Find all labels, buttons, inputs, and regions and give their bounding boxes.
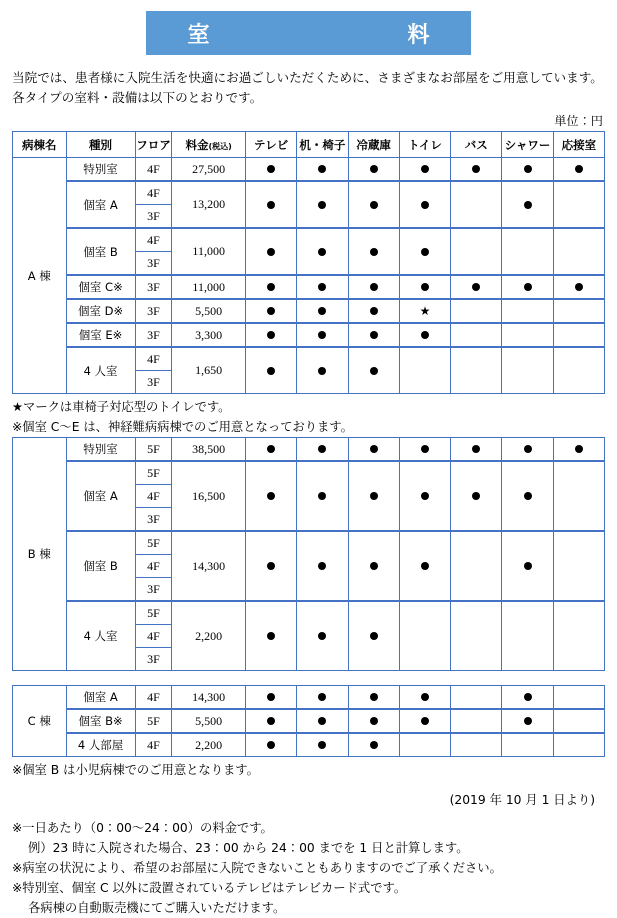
amenity-cell-6 xyxy=(553,347,604,394)
amenity-cell-6 xyxy=(553,438,604,462)
amenity-cell-0 xyxy=(245,709,296,733)
amenity-cell-4 xyxy=(451,733,502,757)
available-dot-icon xyxy=(370,741,378,749)
wing-name-cell: C 棟 xyxy=(13,686,67,757)
price-cell: 11,000 xyxy=(172,275,246,299)
amenity-cell-0 xyxy=(245,733,296,757)
amenity-cell-3 xyxy=(399,228,450,275)
amenity-cell-2 xyxy=(348,733,399,757)
table-row xyxy=(13,228,605,252)
available-dot-icon xyxy=(524,165,532,173)
amenity-cell-1 xyxy=(297,709,348,733)
amenity-cell-3 xyxy=(399,531,450,601)
available-dot-icon xyxy=(267,367,275,375)
floor-cell: 4F xyxy=(135,625,172,648)
amenity-cell-2 xyxy=(348,531,399,601)
footer-note-3: ※病室の状況により、希望のお部屋に入院できないこともありますのでご了承ください。 xyxy=(12,861,502,875)
amenity-cell-4 xyxy=(451,531,502,601)
price-cell: 3,300 xyxy=(172,323,246,347)
room-type-cell: 特別室 xyxy=(66,158,135,182)
available-dot-icon xyxy=(472,492,480,500)
amenity-cell-2 xyxy=(348,158,399,182)
floor-cell: 3F xyxy=(135,371,172,394)
amenity-cell-1 xyxy=(297,347,348,394)
price-cell: 38,500 xyxy=(172,438,246,462)
wing-name-cell: A 棟 xyxy=(13,158,67,394)
available-dot-icon xyxy=(524,445,532,453)
amenity-cell-1 xyxy=(297,461,348,531)
amenity-cell-2 xyxy=(348,709,399,733)
table-body-wing-c xyxy=(13,686,605,757)
amenity-cell-0 xyxy=(245,228,296,275)
available-dot-icon xyxy=(267,717,275,725)
available-dot-icon xyxy=(370,693,378,701)
available-dot-icon xyxy=(524,492,532,500)
amenity-cell-2 xyxy=(348,181,399,228)
table-row xyxy=(13,347,605,371)
available-dot-icon xyxy=(318,248,326,256)
amenity-cell-0 xyxy=(245,299,296,323)
header-price xyxy=(172,132,246,158)
table-body-wing-b xyxy=(13,438,605,671)
available-dot-icon xyxy=(575,283,583,291)
available-dot-icon xyxy=(421,693,429,701)
available-dot-icon xyxy=(370,165,378,173)
available-dot-icon xyxy=(575,165,583,173)
floor-cell: 4F xyxy=(135,555,172,578)
available-dot-icon xyxy=(421,201,429,209)
amenity-cell-5 xyxy=(502,299,553,323)
available-dot-icon xyxy=(318,331,326,339)
available-dot-icon xyxy=(318,307,326,315)
amenity-cell-1 xyxy=(297,299,348,323)
floor-cell: 5F xyxy=(135,709,172,733)
available-dot-icon xyxy=(318,165,326,173)
header-amenity-shower: シャワー xyxy=(502,132,553,158)
amenity-cell-4 xyxy=(451,686,502,710)
header-amenity-tv: テレビ xyxy=(245,132,296,158)
header-amenity-toilet: トイレ xyxy=(399,132,450,158)
header-amenity-fridge: 冷蔵庫 xyxy=(348,132,399,158)
available-dot-icon xyxy=(370,445,378,453)
table-row xyxy=(13,323,605,347)
amenity-cell-3 xyxy=(399,323,450,347)
room-type-cell: 個室 B※ xyxy=(66,709,135,733)
amenity-cell-4 xyxy=(451,228,502,275)
table-row xyxy=(13,461,605,485)
table-row xyxy=(13,601,605,625)
header-price-sub: (税込) xyxy=(208,141,232,151)
intro-line-1: 当院では、患者様に入院生活を快適にお過ごしいただくために、さまざまなお部屋をご用意しています。 xyxy=(12,70,603,85)
price-cell: 2,200 xyxy=(172,601,246,671)
amenity-cell-3 xyxy=(399,347,450,394)
amenity-cell-5 xyxy=(502,228,553,275)
amenity-cell-1 xyxy=(297,686,348,710)
amenity-cell-6 xyxy=(553,228,604,275)
amenity-cell-5 xyxy=(502,461,553,531)
amenity-cell-1 xyxy=(297,438,348,462)
floor-cell: 3F xyxy=(135,323,172,347)
available-dot-icon xyxy=(472,445,480,453)
footer-note-2: 例）23 時に入院された場合、23：00 から 24：00 までを 1 日と計算します。 xyxy=(28,841,469,855)
floor-cell: 5F xyxy=(135,461,172,485)
amenity-cell-6 xyxy=(553,531,604,601)
available-dot-icon xyxy=(421,165,429,173)
available-dot-icon xyxy=(421,283,429,291)
rate-table-wing-b xyxy=(12,437,605,671)
floor-cell: 3F xyxy=(135,648,172,671)
available-dot-icon xyxy=(318,717,326,725)
available-dot-icon xyxy=(370,307,378,315)
floor-cell: 3F xyxy=(135,205,172,229)
table-body-wing-a xyxy=(13,158,605,394)
floor-cell: 4F xyxy=(135,158,172,182)
available-dot-icon xyxy=(318,562,326,570)
available-dot-icon xyxy=(421,562,429,570)
spacer-b-c xyxy=(12,671,605,685)
available-dot-icon xyxy=(421,331,429,339)
available-dot-icon xyxy=(524,693,532,701)
amenity-cell-0 xyxy=(245,181,296,228)
footer-note-5: 各病棟の自動販売機にてご購入いただけます。 xyxy=(28,901,286,915)
page-title: 室 料 xyxy=(146,11,471,55)
available-dot-icon xyxy=(421,248,429,256)
price-cell: 14,300 xyxy=(172,686,246,710)
available-dot-icon xyxy=(524,717,532,725)
available-dot-icon xyxy=(370,248,378,256)
table-header-row xyxy=(13,132,605,158)
amenity-cell-5 xyxy=(502,709,553,733)
amenity-cell-6 xyxy=(553,299,604,323)
available-dot-icon xyxy=(370,717,378,725)
price-cell: 5,500 xyxy=(172,709,246,733)
room-type-cell: 4 人部屋 xyxy=(66,733,135,757)
amenity-cell-1 xyxy=(297,275,348,299)
room-type-cell: 4 人室 xyxy=(66,601,135,671)
room-type-cell: 個室 A xyxy=(66,461,135,531)
intro-paragraph xyxy=(12,68,605,108)
table-header xyxy=(13,132,605,158)
room-type-cell: 個室 E※ xyxy=(66,323,135,347)
available-dot-icon xyxy=(318,741,326,749)
table-row xyxy=(13,181,605,205)
available-dot-icon xyxy=(318,445,326,453)
amenity-cell-1 xyxy=(297,323,348,347)
room-type-cell: 個室 B xyxy=(66,531,135,601)
amenity-cell-6 xyxy=(553,461,604,531)
amenity-cell-4 xyxy=(451,299,502,323)
amenity-cell-4 xyxy=(451,181,502,228)
rate-table-wing-c xyxy=(12,685,605,757)
available-dot-icon xyxy=(267,331,275,339)
amenity-cell-2 xyxy=(348,461,399,531)
note-after-table-c-wrap xyxy=(12,760,605,780)
available-dot-icon xyxy=(524,201,532,209)
amenity-cell-6 xyxy=(553,733,604,757)
amenity-cell-5 xyxy=(502,347,553,394)
note-kome-mark: ※個室 C～E は、神経難病病棟でのご用意となっております。 xyxy=(12,420,353,434)
amenity-cell-5 xyxy=(502,275,553,299)
header-floor: フロア xyxy=(135,132,172,158)
room-type-cell: 特別室 xyxy=(66,438,135,462)
table-row xyxy=(13,299,605,323)
floor-cell: 4F xyxy=(135,733,172,757)
note-after-table-c: ※個室 B は小児病棟でのご用意となります。 xyxy=(12,763,259,777)
amenity-cell-0 xyxy=(245,531,296,601)
table-row xyxy=(13,438,605,462)
amenity-cell-5 xyxy=(502,323,553,347)
amenity-cell-2 xyxy=(348,228,399,275)
available-dot-icon xyxy=(267,165,275,173)
available-dot-icon xyxy=(318,283,326,291)
available-dot-icon xyxy=(370,331,378,339)
amenity-cell-3 xyxy=(399,733,450,757)
available-dot-icon xyxy=(267,562,275,570)
amenity-cell-2 xyxy=(348,601,399,671)
amenity-cell-5 xyxy=(502,181,553,228)
available-dot-icon xyxy=(524,562,532,570)
available-dot-icon xyxy=(370,562,378,570)
amenity-cell-3 xyxy=(399,461,450,531)
table-row xyxy=(13,531,605,555)
room-type-cell: 個室 D※ xyxy=(66,299,135,323)
amenity-cell-0 xyxy=(245,158,296,182)
available-dot-icon xyxy=(575,445,583,453)
amenity-cell-4 xyxy=(451,158,502,182)
floor-cell: 3F xyxy=(135,578,172,602)
price-cell: 16,500 xyxy=(172,461,246,531)
available-dot-icon xyxy=(267,693,275,701)
mid-notes xyxy=(12,397,605,437)
amenity-cell-3 xyxy=(399,709,450,733)
available-dot-icon xyxy=(267,445,275,453)
effective-date: (2019 年 10 月 1 日より) xyxy=(449,793,595,807)
room-type-cell: 個室 B xyxy=(66,228,135,275)
amenity-cell-3 xyxy=(399,275,450,299)
unit-label: 単位：円 xyxy=(554,114,603,128)
rate-table-wing-a xyxy=(12,131,605,394)
price-cell: 11,000 xyxy=(172,228,246,275)
amenity-cell-0 xyxy=(245,275,296,299)
amenity-cell-1 xyxy=(297,601,348,671)
amenity-cell-2 xyxy=(348,323,399,347)
wheelchair-toilet-star-icon: ★ xyxy=(419,303,431,318)
intro-line-2: 各タイプの室料・設備は以下のとおりです。 xyxy=(12,90,263,105)
amenity-cell-6 xyxy=(553,275,604,299)
amenity-cell-0 xyxy=(245,461,296,531)
header-price-main: 料金 xyxy=(185,137,209,152)
available-dot-icon xyxy=(421,717,429,725)
amenity-cell-5 xyxy=(502,601,553,671)
header-amenity-bath: バス xyxy=(451,132,502,158)
room-type-cell: 個室 A xyxy=(66,686,135,710)
amenity-cell-4 xyxy=(451,323,502,347)
amenity-cell-6 xyxy=(553,181,604,228)
available-dot-icon xyxy=(370,492,378,500)
footer-note-1: ※一日あたり（0：00～24：00）の料金です。 xyxy=(12,821,273,835)
available-dot-icon xyxy=(370,201,378,209)
amenity-cell-1 xyxy=(297,228,348,275)
amenity-cell-1 xyxy=(297,158,348,182)
price-cell: 14,300 xyxy=(172,531,246,601)
price-cell: 1,650 xyxy=(172,347,246,394)
available-dot-icon xyxy=(318,492,326,500)
available-dot-icon xyxy=(267,283,275,291)
amenity-cell-4 xyxy=(451,275,502,299)
amenity-cell-4 xyxy=(451,601,502,671)
available-dot-icon xyxy=(318,693,326,701)
amenity-cell-0 xyxy=(245,347,296,394)
amenity-cell-3 xyxy=(399,181,450,228)
table-row xyxy=(13,158,605,182)
amenity-cell-6 xyxy=(553,709,604,733)
available-dot-icon xyxy=(370,632,378,640)
wing-name-cell: B 棟 xyxy=(13,438,67,671)
amenity-cell-1 xyxy=(297,733,348,757)
price-cell: 5,500 xyxy=(172,299,246,323)
available-dot-icon xyxy=(370,367,378,375)
amenity-cell-3 xyxy=(399,158,450,182)
available-dot-icon xyxy=(524,283,532,291)
amenity-cell-0 xyxy=(245,686,296,710)
available-dot-icon xyxy=(421,492,429,500)
amenity-cell-2 xyxy=(348,299,399,323)
header-type: 種別 xyxy=(66,132,135,158)
price-cell: 27,500 xyxy=(172,158,246,182)
amenity-cell-3 xyxy=(399,601,450,671)
amenity-cell-0 xyxy=(245,323,296,347)
amenity-cell-6 xyxy=(553,601,604,671)
available-dot-icon xyxy=(267,632,275,640)
amenity-cell-5 xyxy=(502,686,553,710)
available-dot-icon xyxy=(267,492,275,500)
available-dot-icon xyxy=(421,445,429,453)
amenity-cell-6 xyxy=(553,686,604,710)
table-row xyxy=(13,686,605,710)
amenity-cell-2 xyxy=(348,275,399,299)
price-cell: 2,200 xyxy=(172,733,246,757)
floor-cell: 4F xyxy=(135,228,172,252)
amenity-cell-1 xyxy=(297,531,348,601)
floor-cell: 4F xyxy=(135,181,172,205)
floor-cell: 5F xyxy=(135,438,172,462)
header-bldg: 病棟名 xyxy=(13,132,67,158)
amenity-cell-3 xyxy=(399,299,450,323)
available-dot-icon xyxy=(472,283,480,291)
table-row xyxy=(13,275,605,299)
floor-cell: 4F xyxy=(135,686,172,710)
amenity-cell-5 xyxy=(502,158,553,182)
floor-cell: 4F xyxy=(135,347,172,371)
amenity-cell-5 xyxy=(502,733,553,757)
table-row xyxy=(13,733,605,757)
amenity-cell-3 xyxy=(399,438,450,462)
floor-cell: 3F xyxy=(135,299,172,323)
floor-cell: 4F xyxy=(135,485,172,508)
floor-cell: 3F xyxy=(135,508,172,532)
available-dot-icon xyxy=(267,307,275,315)
room-type-cell: 4 人室 xyxy=(66,347,135,394)
floor-cell: 3F xyxy=(135,275,172,299)
room-type-cell: 個室 A xyxy=(66,181,135,228)
available-dot-icon xyxy=(267,248,275,256)
amenity-cell-5 xyxy=(502,531,553,601)
amenity-cell-0 xyxy=(245,601,296,671)
amenity-cell-5 xyxy=(502,438,553,462)
amenity-cell-6 xyxy=(553,323,604,347)
available-dot-icon xyxy=(318,201,326,209)
available-dot-icon xyxy=(267,201,275,209)
available-dot-icon xyxy=(370,283,378,291)
amenity-cell-2 xyxy=(348,438,399,462)
amenity-cell-2 xyxy=(348,347,399,394)
title-banner-wrap xyxy=(12,0,605,55)
amenity-cell-2 xyxy=(348,686,399,710)
amenity-cell-3 xyxy=(399,686,450,710)
floor-cell: 5F xyxy=(135,531,172,555)
footer-note-4: ※特別室、個室 C 以外に設置されているテレビはテレビカード式です。 xyxy=(12,881,407,895)
price-cell: 13,200 xyxy=(172,181,246,228)
floor-cell: 5F xyxy=(135,601,172,625)
available-dot-icon xyxy=(472,165,480,173)
amenity-cell-1 xyxy=(297,181,348,228)
available-dot-icon xyxy=(267,741,275,749)
amenity-cell-0 xyxy=(245,438,296,462)
table-row xyxy=(13,709,605,733)
amenity-cell-4 xyxy=(451,347,502,394)
amenity-cell-4 xyxy=(451,438,502,462)
amenity-cell-4 xyxy=(451,709,502,733)
footer-notes xyxy=(12,818,605,918)
header-amenity-desk-chair: 机・椅子 xyxy=(297,132,348,158)
available-dot-icon xyxy=(318,632,326,640)
amenity-cell-6 xyxy=(553,158,604,182)
available-dot-icon xyxy=(318,367,326,375)
amenity-cell-4 xyxy=(451,461,502,531)
room-type-cell: 個室 C※ xyxy=(66,275,135,299)
header-amenity-reception: 応接室 xyxy=(553,132,604,158)
floor-cell: 3F xyxy=(135,252,172,276)
note-star-mark: ★マークは車椅子対応型のトイレです。 xyxy=(12,400,231,414)
